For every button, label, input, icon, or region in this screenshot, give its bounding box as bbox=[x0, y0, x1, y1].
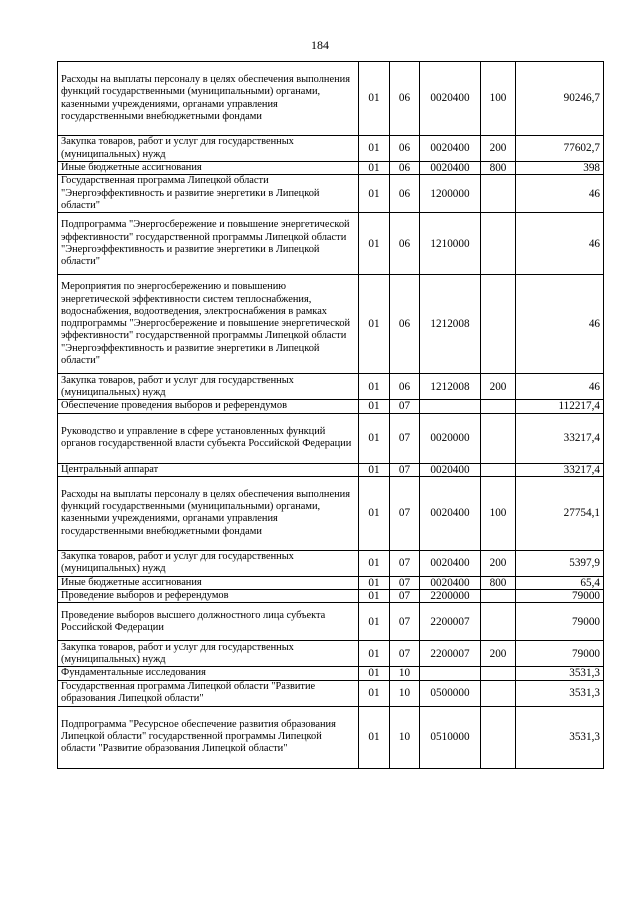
row-expense-type-cell bbox=[481, 213, 516, 275]
row-target-article-cell: 0020400 bbox=[420, 62, 481, 136]
row-section-cell: 01 bbox=[359, 576, 390, 589]
row-section-cell: 01 bbox=[359, 62, 390, 136]
row-expense-type-cell: 100 bbox=[481, 62, 516, 136]
row-expense-type-cell bbox=[481, 680, 516, 706]
row-expense-type-cell bbox=[481, 603, 516, 641]
row-expense-type-cell bbox=[481, 413, 516, 463]
row-name-cell: Закупка товаров, работ и услуг для государственных (муниципальных) нужд bbox=[58, 641, 359, 667]
row-name-cell: Подпрограмма "Ресурсное обеспечение развития образования Липецкой области" государственной программы Липецкой области "Развитие образования Липецкой области" bbox=[58, 706, 359, 768]
row-target-article-cell: 0020400 bbox=[420, 476, 481, 550]
row-section-cell: 01 bbox=[359, 476, 390, 550]
row-subsection-cell: 07 bbox=[390, 400, 420, 413]
table-row bbox=[58, 603, 604, 641]
table-row bbox=[58, 62, 604, 136]
row-target-article-cell: 2200000 bbox=[420, 590, 481, 603]
table-row bbox=[58, 590, 604, 603]
row-subsection-cell: 07 bbox=[390, 476, 420, 550]
row-name-cell: Расходы на выплаты персоналу в целях обеспечения выполнения функций государственными (муниципальными) органами, казенными учреждениями, органами управления государственными внебюджетными фондами bbox=[58, 62, 359, 136]
row-expense-type-cell: 800 bbox=[481, 576, 516, 589]
row-target-article-cell: 2200007 bbox=[420, 603, 481, 641]
row-section-cell: 01 bbox=[359, 463, 390, 476]
row-name-cell: Иные бюджетные ассигнования bbox=[58, 576, 359, 589]
row-expense-type-cell bbox=[481, 275, 516, 374]
row-section-cell: 01 bbox=[359, 162, 390, 175]
row-expense-type-cell bbox=[481, 463, 516, 476]
row-section-cell: 01 bbox=[359, 590, 390, 603]
row-name-cell: Фундаментальные исследования bbox=[58, 667, 359, 680]
row-section-cell: 01 bbox=[359, 275, 390, 374]
row-amount-cell: 27754,1 bbox=[516, 476, 604, 550]
row-target-article-cell: 0020400 bbox=[420, 550, 481, 576]
row-expense-type-cell: 200 bbox=[481, 136, 516, 162]
row-section-cell: 01 bbox=[359, 667, 390, 680]
row-subsection-cell: 06 bbox=[390, 175, 420, 213]
row-amount-cell: 5397,9 bbox=[516, 550, 604, 576]
row-subsection-cell: 07 bbox=[390, 641, 420, 667]
row-subsection-cell: 07 bbox=[390, 603, 420, 641]
table-row bbox=[58, 576, 604, 589]
row-amount-cell: 79000 bbox=[516, 641, 604, 667]
row-subsection-cell: 10 bbox=[390, 680, 420, 706]
table-row bbox=[58, 400, 604, 413]
row-amount-cell: 398 bbox=[516, 162, 604, 175]
row-amount-cell: 46 bbox=[516, 275, 604, 374]
row-amount-cell: 112217,4 bbox=[516, 400, 604, 413]
table-row bbox=[58, 463, 604, 476]
row-subsection-cell: 07 bbox=[390, 463, 420, 476]
budget-table-body bbox=[58, 62, 604, 769]
row-name-cell: Закупка товаров, работ и услуг для государственных (муниципальных) нужд bbox=[58, 550, 359, 576]
row-subsection-cell: 10 bbox=[390, 706, 420, 768]
row-target-article-cell: 1212008 bbox=[420, 275, 481, 374]
table-row bbox=[58, 413, 604, 463]
table-row bbox=[58, 175, 604, 213]
row-amount-cell: 33217,4 bbox=[516, 413, 604, 463]
row-subsection-cell: 06 bbox=[390, 62, 420, 136]
row-subsection-cell: 07 bbox=[390, 590, 420, 603]
row-amount-cell: 46 bbox=[516, 213, 604, 275]
row-target-article-cell bbox=[420, 667, 481, 680]
row-target-article-cell bbox=[420, 400, 481, 413]
row-subsection-cell: 06 bbox=[390, 136, 420, 162]
row-expense-type-cell: 800 bbox=[481, 162, 516, 175]
row-expense-type-cell bbox=[481, 590, 516, 603]
row-name-cell: Центральный аппарат bbox=[58, 463, 359, 476]
row-expense-type-cell bbox=[481, 400, 516, 413]
row-subsection-cell: 07 bbox=[390, 550, 420, 576]
row-section-cell: 01 bbox=[359, 175, 390, 213]
row-name-cell: Подпрограмма "Энергосбережение и повышение энергетической эффективности" государственной программы Липецкой области "Энергоэффективность и развитие энергетики в Липецкой области" bbox=[58, 213, 359, 275]
row-target-article-cell: 2200007 bbox=[420, 641, 481, 667]
row-amount-cell: 33217,4 bbox=[516, 463, 604, 476]
row-name-cell: Обеспечение проведения выборов и референдумов bbox=[58, 400, 359, 413]
row-amount-cell: 3531,3 bbox=[516, 680, 604, 706]
table-row bbox=[58, 667, 604, 680]
row-section-cell: 01 bbox=[359, 680, 390, 706]
row-expense-type-cell: 100 bbox=[481, 476, 516, 550]
row-section-cell: 01 bbox=[359, 550, 390, 576]
row-target-article-cell: 1210000 bbox=[420, 213, 481, 275]
table-row bbox=[58, 374, 604, 400]
row-amount-cell: 3531,3 bbox=[516, 667, 604, 680]
row-section-cell: 01 bbox=[359, 603, 390, 641]
row-expense-type-cell: 200 bbox=[481, 374, 516, 400]
row-expense-type-cell: 200 bbox=[481, 550, 516, 576]
row-section-cell: 01 bbox=[359, 213, 390, 275]
row-subsection-cell: 06 bbox=[390, 162, 420, 175]
row-subsection-cell: 06 bbox=[390, 213, 420, 275]
table-row bbox=[58, 680, 604, 706]
row-section-cell: 01 bbox=[359, 413, 390, 463]
row-name-cell: Мероприятия по энергосбережению и повышению энергетической эффективности систем теплоснабжения, водоснабжения, водоотведения, электроснабжения в рамках подпрограммы "Энергосбережение и повышение энергетической эффективности" государственной программы Липецкой области "Энергоэффективность и развитие энергетики в Липецкой области" bbox=[58, 275, 359, 374]
row-name-cell: Закупка товаров, работ и услуг для государственных (муниципальных) нужд bbox=[58, 136, 359, 162]
row-target-article-cell: 0500000 bbox=[420, 680, 481, 706]
row-subsection-cell: 06 bbox=[390, 374, 420, 400]
page-number: 184 bbox=[311, 38, 329, 52]
row-section-cell: 01 bbox=[359, 374, 390, 400]
row-subsection-cell: 07 bbox=[390, 413, 420, 463]
table-row bbox=[58, 706, 604, 768]
table-row bbox=[58, 213, 604, 275]
row-section-cell: 01 bbox=[359, 706, 390, 768]
row-expense-type-cell bbox=[481, 667, 516, 680]
row-amount-cell: 77602,7 bbox=[516, 136, 604, 162]
table-row bbox=[58, 275, 604, 374]
table-row bbox=[58, 550, 604, 576]
row-target-article-cell: 1200000 bbox=[420, 175, 481, 213]
row-target-article-cell: 0020400 bbox=[420, 136, 481, 162]
row-target-article-cell: 0020000 bbox=[420, 413, 481, 463]
row-name-cell: Расходы на выплаты персоналу в целях обеспечения выполнения функций государственными (муниципальными) органами, казенными учреждениями, органами управления государственными внебюджетными фондами bbox=[58, 476, 359, 550]
table-row bbox=[58, 641, 604, 667]
row-target-article-cell: 1212008 bbox=[420, 374, 481, 400]
row-expense-type-cell bbox=[481, 706, 516, 768]
row-target-article-cell: 0020400 bbox=[420, 162, 481, 175]
row-name-cell: Руководство и управление в сфере установленных функций органов государственной власти субъекта Российской Федерации bbox=[58, 413, 359, 463]
row-amount-cell: 3531,3 bbox=[516, 706, 604, 768]
row-name-cell: Проведение выборов высшего должностного лица субъекта Российской Федерации bbox=[58, 603, 359, 641]
row-subsection-cell: 07 bbox=[390, 576, 420, 589]
row-target-article-cell: 0020400 bbox=[420, 576, 481, 589]
row-expense-type-cell bbox=[481, 175, 516, 213]
row-amount-cell: 79000 bbox=[516, 590, 604, 603]
row-target-article-cell: 0020400 bbox=[420, 463, 481, 476]
table-row bbox=[58, 476, 604, 550]
row-section-cell: 01 bbox=[359, 136, 390, 162]
row-expense-type-cell: 200 bbox=[481, 641, 516, 667]
row-amount-cell: 79000 bbox=[516, 603, 604, 641]
row-section-cell: 01 bbox=[359, 641, 390, 667]
row-name-cell: Государственная программа Липецкой области "Энергоэффективность и развитие энергетики в Липецкой области" bbox=[58, 175, 359, 213]
budget-table bbox=[57, 61, 604, 769]
row-section-cell: 01 bbox=[359, 400, 390, 413]
row-amount-cell: 46 bbox=[516, 374, 604, 400]
table-row bbox=[58, 162, 604, 175]
row-name-cell: Государственная программа Липецкой области "Развитие образования Липецкой области" bbox=[58, 680, 359, 706]
row-name-cell: Проведение выборов и референдумов bbox=[58, 590, 359, 603]
row-subsection-cell: 06 bbox=[390, 275, 420, 374]
row-target-article-cell: 0510000 bbox=[420, 706, 481, 768]
row-subsection-cell: 10 bbox=[390, 667, 420, 680]
row-amount-cell: 65,4 bbox=[516, 576, 604, 589]
row-amount-cell: 46 bbox=[516, 175, 604, 213]
row-name-cell: Иные бюджетные ассигнования bbox=[58, 162, 359, 175]
row-amount-cell: 90246,7 bbox=[516, 62, 604, 136]
table-row bbox=[58, 136, 604, 162]
row-name-cell: Закупка товаров, работ и услуг для государственных (муниципальных) нужд bbox=[58, 374, 359, 400]
